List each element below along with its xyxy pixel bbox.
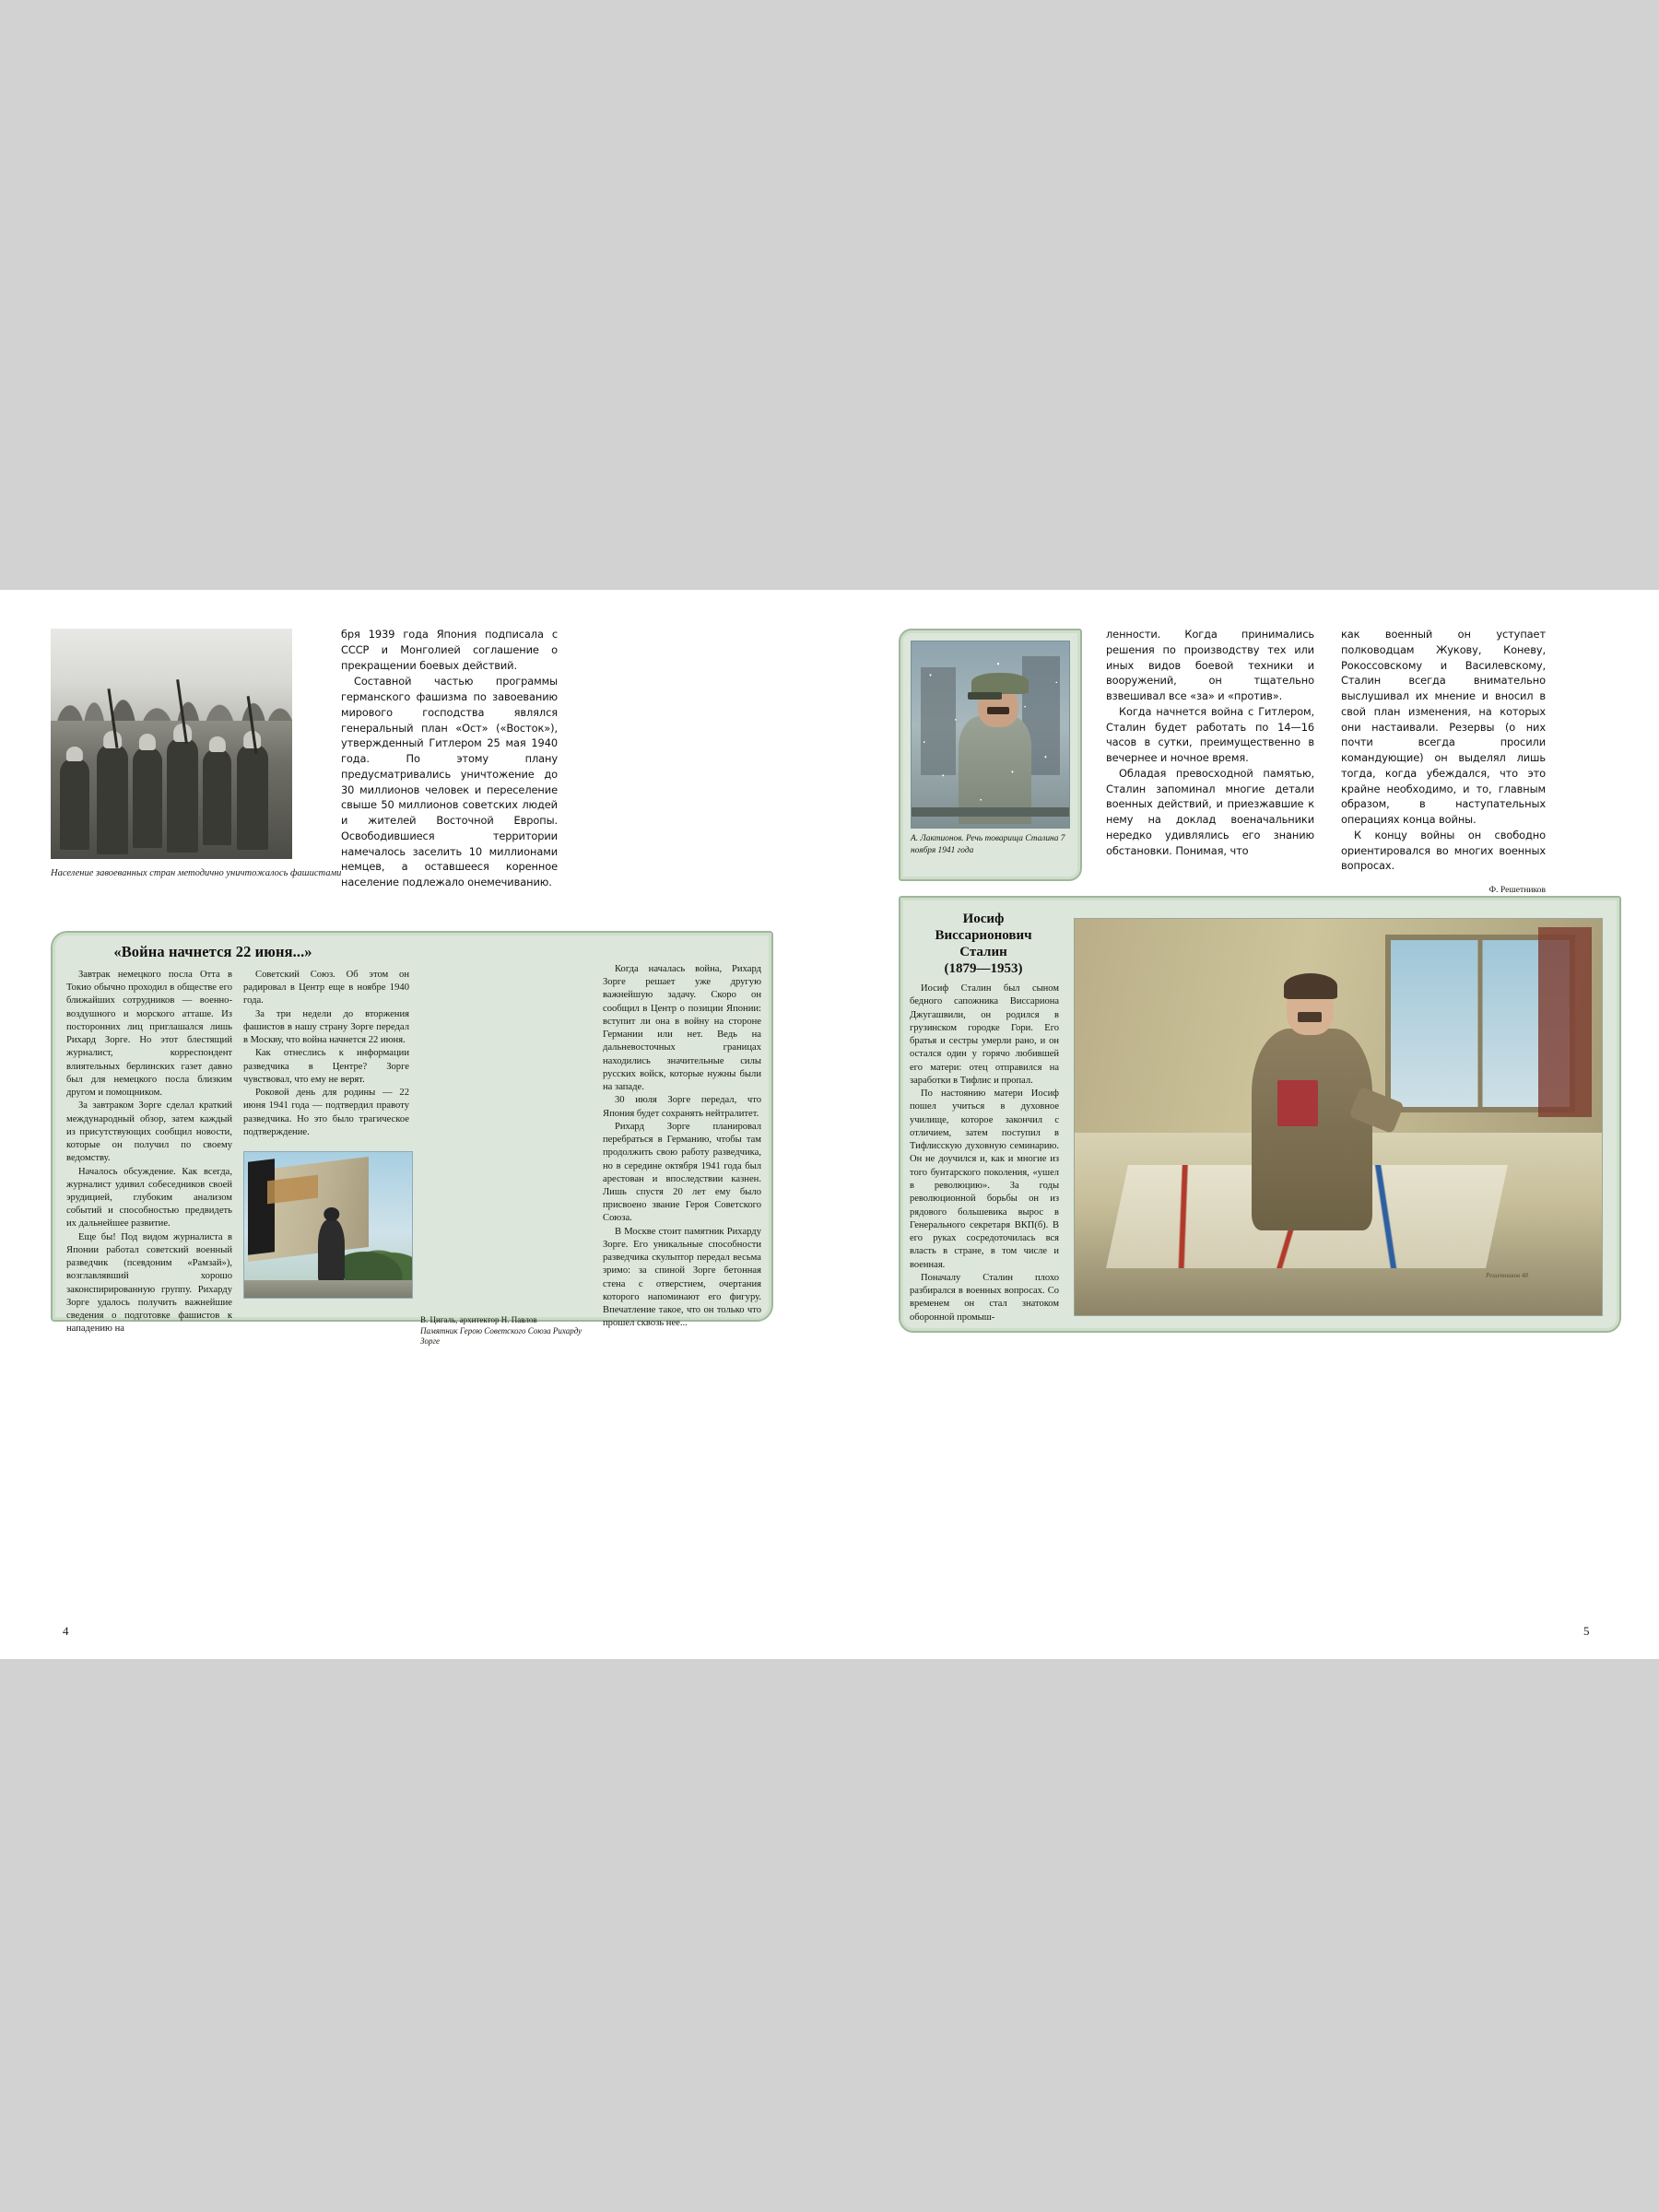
paragraph: Как отнеслись к информации разведчика в Центре? Зорге чувствовал, что ему не верят. xyxy=(243,1048,409,1085)
sorge-monument-photo xyxy=(243,1151,413,1299)
biography-title xyxy=(910,911,1057,977)
soldier-figure xyxy=(203,748,231,845)
paragraph: К концу войны он свободно ориентировался во многих военных вопросах. xyxy=(1341,828,1546,873)
paragraph: ленности. Когда принимались решения по производству тех или иных видов боевой техники и вооружений, он тщательно взвешивал все «за» и «против». xyxy=(1106,628,1314,703)
monument-base xyxy=(244,1280,412,1298)
paragraph: За завтраком Зорге сделал краткий международный обзор, затем каждый из присутствующих сообщил новости, которые он получил по своему ведомству. xyxy=(66,1100,232,1164)
paragraph: Поначалу Сталин плохо разбирался в военных вопросах. Со временем он стал знатоком оборонной промыш- xyxy=(910,1272,1059,1323)
snowfall xyxy=(912,641,1069,828)
paragraph: Завтрак немецкого посла Отта в Токио обычно проходил в обществе его ближайших сотрудников — военно-воздушного и морского атташе. Из посторонних лиц приглашался лишь Рихард Зорге. Но этот блестящий журналист, корреспондент влиятельных берлинских газет давно был для немецкого посла близким другом и помощником. xyxy=(66,970,232,1099)
sorge-story-box xyxy=(51,931,773,1347)
left-body-column xyxy=(341,627,558,891)
monument-credit xyxy=(420,1315,592,1347)
paragraph: Составной частью программы германского фашизма по завоеванию мирового господства являлся генеральный план «Ост» («Восток»), утвержденный Гитлером 25 мая 1940 года. По этому плану предусматривались уничтожение до 30 миллионов человек и переселение свыше 50 миллионов советских людей и жителей Восточной Европы. Освободившиеся территории намечалось заселить 10 миллионами немцев, а оставшееся коренное население подлежало онемечиванию. xyxy=(341,675,558,889)
paragraph: Когда начнется война с Гитлером, Сталин будет работать по 14—16 часов в сутки, преимущественно в вечернее и ночное время. xyxy=(1106,704,1314,765)
right-body-column-2 xyxy=(1341,627,1546,874)
generalissimus-painting xyxy=(1074,918,1603,1316)
painting-curtain xyxy=(1538,927,1591,1117)
stalin-photo-box xyxy=(899,629,1082,881)
paragraph: Обладая превосходной памятью, Сталин запоминал многие детали военных действий, и приезжавшие к нему на доклад военачальники нередко удивлялись его знанию обстановки. Понимая, что xyxy=(1106,766,1314,857)
bio-title-dates: (1879—1953) xyxy=(944,961,1023,976)
paragraph: бря 1939 года Япония подписала с СССР и Монголией соглашение о прекращении боевых действий. xyxy=(341,628,558,672)
paragraph: В Москве стоит памятник Рихарду Зорге. Его уникальные способности разведчика скульптор передал весьма зримо: за спиной Зорге бетонная стена с отверстием, очертания которого напоминают его фигуру. Впечатление такое, что он только что прошел сквозь нее... xyxy=(603,1226,761,1329)
bio-title-line-2: Виссарионович xyxy=(935,928,1032,943)
sorge-column-4 xyxy=(603,963,761,1331)
paragraph: Началось обсуждение. Как всегда, журналист удивил собеседников своей эрудицией, глубоким анализом событий и способностью предвидеть их дальнейшее развитие. xyxy=(66,1166,232,1230)
figure-moustache xyxy=(1298,1012,1322,1022)
sorge-story-title: «Война начнется 22 июня...» xyxy=(113,943,312,960)
page-number-right: 5 xyxy=(1583,1624,1590,1638)
paragraph: По настоянию матери Иосиф пошел учиться в духовное училище, которое закончил с отличием, затем поступил в Тифлисскую духовную семинарию. Он не доучился и, как и многие из того бунтарского поколения, «ушел в революцию». За годы революционной борьбы он из рядового большевика вырос в Генерального секретаря ВКП(б). В его руках сосредоточилась вся власть в стране, в том числе и военная. xyxy=(910,1088,1059,1270)
sorge-column-1 xyxy=(66,969,232,1336)
page-number-left: 4 xyxy=(63,1624,69,1638)
credit-author: В. Цигаль, архитектор Н. Павлов xyxy=(420,1315,537,1324)
right-page xyxy=(899,619,1613,1642)
paragraph: За три недели до вторжения фашистов в нашу страну Зорге передал в Москву, что война начнется 22 июня. xyxy=(243,1008,409,1046)
paragraph: Роковой день для родины — 22 июня 1941 года — подтвердил правоту разведчика. Но это было трагическое подтверждение. xyxy=(243,1088,409,1137)
window-mullion xyxy=(1478,940,1483,1107)
figure-medals xyxy=(1277,1080,1319,1125)
sorge-column-2 xyxy=(243,969,409,1139)
monument-dark-slab xyxy=(248,1159,275,1256)
soldiers-photo xyxy=(51,629,292,859)
soldier-figure xyxy=(237,744,268,850)
soldier-figure xyxy=(133,747,161,848)
stalin-standing-figure xyxy=(1233,950,1392,1276)
right-body-column-1 xyxy=(1106,627,1314,858)
left-page xyxy=(46,619,774,1642)
artist-name: Ф. Решетников xyxy=(1488,885,1546,895)
figure-hair xyxy=(1284,973,1337,999)
stalin-photo-caption: А. Лактионов. Речь товарища Сталина 7 ноября 1941 года xyxy=(911,834,1065,855)
painting-signature: Решетников 48 xyxy=(1486,1272,1528,1280)
paragraph: как военный он уступает полководцам Жукову, Коневу, Рокоссовскому и Василевскому, Сталин всегда внимательно выслушивал их мнение и вносил в свой план изменения, на которых они настаивали. Резервы (о них почти всегда просили командующие) он выделял лишь тогда, когда убеждался, что это крайне необходимо, и то, главным образом, в наступательных операциях конца войны. xyxy=(1341,628,1546,827)
paragraph: Советский Союз. Об этом он радировал в Центр еще в ноябре 1940 года. xyxy=(243,970,409,1006)
bio-title-line-1: Иосиф xyxy=(962,912,1005,926)
monument-figure xyxy=(318,1219,345,1284)
paragraph: Еще бы! Под видом журналиста в Японии работал советский военный разведчик (псевдоним «Рамзай»), возглавлявший хорошо законспирированную группу. Рихарду Зорге удалось получить важнейшие сведения о подготовке фашистов к нападению на xyxy=(66,1231,232,1335)
soldier-figure xyxy=(97,744,128,854)
stalin-biography-box xyxy=(899,896,1621,1333)
bio-title-line-3: Сталин xyxy=(959,945,1007,959)
credit-title: Памятник Герою Советского Союза Рихарду Зорге xyxy=(420,1325,582,1347)
sorge-column-3 xyxy=(420,963,592,1144)
stalin-speech-painting xyxy=(911,641,1070,829)
soldier-figure xyxy=(60,758,88,850)
paragraph: Рихард Зорге планировал перебраться в Германию, чтобы там продолжить свою работу разведчика, но в середине октября 1941 года был арестован и впоследствии казнен. Лишь спустя 20 лет ему было присвоено звание Героя Советского Союза. xyxy=(603,1121,761,1224)
photo-caption: Население завоеванных стран методично уничтожалось фашистами xyxy=(51,868,342,878)
soldier-figure xyxy=(167,737,198,853)
paragraph: 30 июля Зорге передал, что Япония будет сохранять нейтралитет. xyxy=(603,1095,761,1119)
figure-uniform xyxy=(1252,1029,1371,1230)
paragraph: Иосиф Сталин был сыном бедного сапожника Виссариона Джугашвили, он родился в грузинском городке Гори. Его братья и сестры умерли рано, и он остался один у горячо любившей его матери: отец отправился на заработки в Тифлис и пропал. xyxy=(910,983,1059,1086)
biography-text xyxy=(910,982,1059,1324)
paragraph: Когда началась война, Рихард Зорге решает уже другую важнейшую задачу. Скоро он сообщил в Центр о позиции Японии: вступит ли она в войну на стороне Германии или нет. Ведь на дальневосточных границах находились значительные силы русских войск, которые нужны были на западе. xyxy=(603,964,761,1093)
